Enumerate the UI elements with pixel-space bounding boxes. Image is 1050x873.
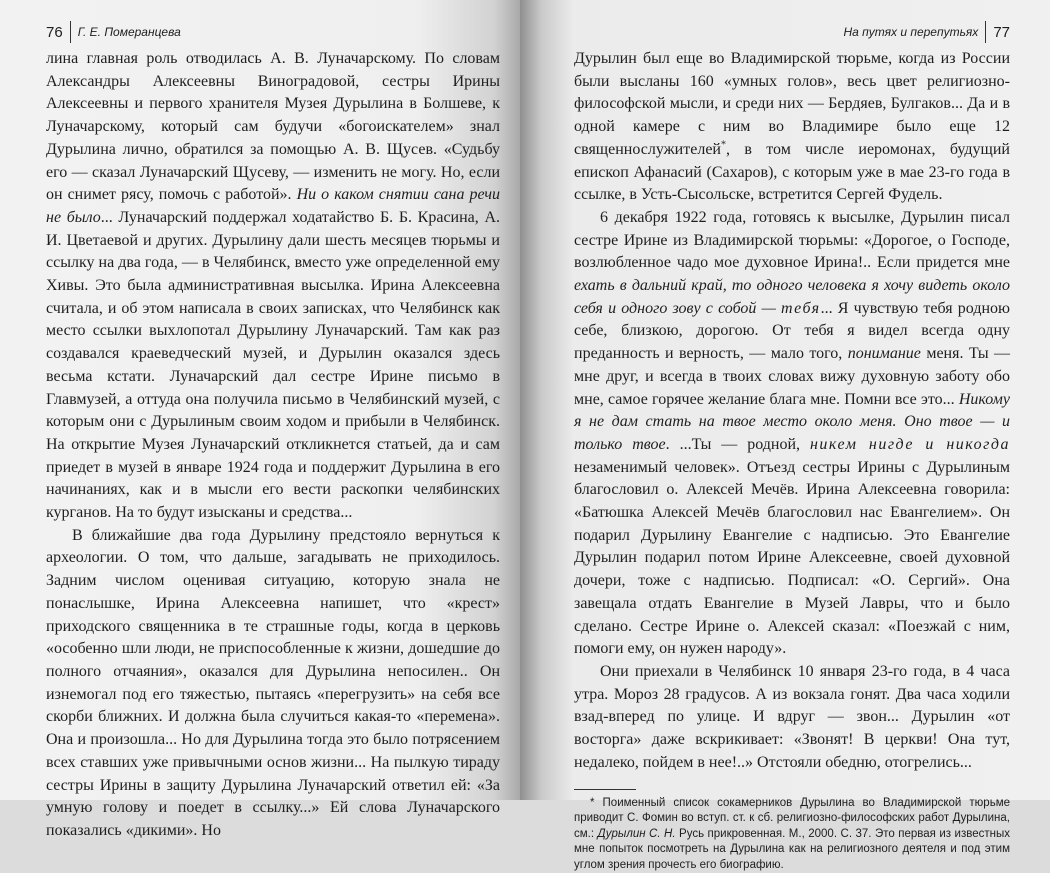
- header-rule: [70, 21, 71, 43]
- text-run: , в том числе иеромонах, будущий епископ Афанасий (Сахаров), с которым уже в мае 23-го года в ссылке, в Усть-Сысольске, встретится Сергей Фудель.: [574, 141, 1010, 203]
- header-rule: [985, 21, 986, 43]
- paragraph: [574, 661, 1010, 775]
- right-page: [520, 0, 1050, 800]
- paragraph: [46, 525, 500, 843]
- text-run: Ни о каком снятии сана речи не было: [46, 186, 500, 226]
- running-head-title: Г. Е. Померанцева: [78, 25, 181, 39]
- page-number: 76: [46, 24, 63, 41]
- text-run: * Поименный список сокамерников Дурылина во Владимирской тюрьме приводит С. Фомин во вступ. ст. к сб. религиозно-философских работ Дурылина, см.:: [574, 797, 1010, 840]
- text-run: ... Я чувствую тебя родною себе, близкою, дорогою. От тебя я видел всегда одну преданность и верность, — мало того,: [574, 300, 1010, 362]
- left-page: [0, 0, 520, 800]
- footnote-separator: [574, 789, 636, 790]
- paragraph: [574, 207, 1010, 661]
- text-run: Они приехали в Челябинск 10 января 23-го года, в 4 часа утра. Мороз 28 градусов. А из вокзала гонят. Два часа ходили взад-вперед по улице. И вдруг — звон... Дурылин «от восторга» даже вскрикивает: «Звонят! В церкви! Она тут, недалеко, пойдем в нее!..» Отстояли обедню, отогрелись...: [574, 663, 1010, 771]
- text-run: ... Луначарский поддержал ходатайство Б. Б. Красина, А. И. Цветаевой и других. Дурылину дали шесть месяцев тюрьмы и ссылку на два года, — в Челябинск, вместо уже определенной ему Хивы. Это была административная высылка. Ирина Алексеевна считала, и об этом написала в своих записках, что Челябинск как место ссылки выхлопотал Дурылину Луначарский. Там как раз создавался краеведческий музей, и Дурылин оказался здесь весьма кстати. Луначарский дал сестре Ирине письмо в Главмузей, а оттуда она получила письмо в Челябинский музей, с которым они с Дурылиным своим ходом и прибыли в Челябинск. На открытие Музея Луначарский откликнется статьей, да и сам приедет в музей в январе 1924 года и поддержит Дурылина в его начинаниях, как и в мысли его вести раскопки челябинских курганов. На то будут изысканы и средства...: [46, 209, 500, 521]
- text-run: Никому я не дам стать на твое место около меня. Оно твое — и только твое: [574, 391, 1010, 453]
- text-run: незаменимый человек». Отъезд сестры Ирины с Дурылиным благословил о. Алексей Мечёв. Ирина Алексеевна говорила: «Батюшка Алексей Мечёв благословил нас Евангелием». Он подарил Дурылину Евангелие с надписью. Это Евангелие Дурылин подарил потом Ирине Алексеевне, своей духовной дочери, тоже с надписью. Подписал: «О. Сергий». Она завещала отдать Евангелие в Музей Лавры, что и было сделано. Сестре Ирине о. Алексей сказал: «Поезжай с ним, помоги ему, он нужен народу».: [574, 459, 1010, 658]
- text-run: В ближайшие два года Дурылину предстояло вернуться к археологии. О том, что дальше, загадывать не приходилось. Задним числом оценивая ситуацию, которую знала не понаслышке, Ирина Алексеевна напишет, что «крест» приходского священника в те страшные годы, когда в церковь «особенно шли люди, не приспособленные к жизни, дошедшие до полного отчаяния», оказался для Дурылина непосилен.. Он изнемогал под его тяжестью, пытаясь «перегрузить» на себя все скорби ближних. И должна была случиться какая-то «перемена». Она и произошла... Но для Дурылина тогда это было потрясением всех ставших уже привычными основ жизни... На пылкую тираду сестры Ирины в защиту Дурылина Луначарский ответил ей: «За умную голову и поедет в ссылку...» Ей слова Луначарского показались «дикими». Но: [46, 527, 500, 839]
- text-run: никем нигде и никогда: [810, 436, 1010, 453]
- paragraph: [46, 48, 500, 525]
- text-run: 6 декабря 1922 года, готовясь к высылке, Дурылин писал сестре Ирине из Владимирской тюрьмы: «Дорогое, о Господе, возлюбленное чадо мое духовное Ирина!.. Если придется мне: [574, 209, 1010, 271]
- text-run: ехать в дальний край, то одного человека я хочу видеть около себя и одного зову с собой —: [574, 277, 1010, 317]
- footnote-marker: *: [721, 139, 726, 150]
- text-run: . ...Ты — родной,: [666, 436, 810, 453]
- page-number: 77: [993, 24, 1010, 41]
- text-run: лина главная роль отводилась А. В. Луначарскому. По словам Александры Алексеевны Виноградовой, сестры Ирины Алексеевны и первого хранителя Музея Дурылина в Болшеве, к Луначарскому, который сам будучи «богоискателем» знал Дурылина лично, обратился за помощью А. В. Щусев. «Судьбу его — сказал Луначарский Щусеву, — изменить не могу. Но, если он снимет рясу, помочь с работой».: [46, 50, 500, 203]
- text-run: тебя: [781, 300, 821, 317]
- running-head-title: На путях и перепутьях: [843, 25, 978, 39]
- right-body-text: [574, 48, 1010, 775]
- running-head-right: [574, 22, 1010, 42]
- left-body-text: [46, 48, 500, 843]
- footnote: [574, 796, 1010, 873]
- running-head-left: [46, 22, 500, 42]
- text-run: меня. Ты — мне друг, и всегда в твоих словах вижу духовную заботу обо мне, самое горячее желание блага мне. Помни все это...: [574, 345, 1010, 407]
- footnote-text: [574, 796, 1010, 873]
- text-run: Дурылин С. Н.: [598, 828, 676, 840]
- paragraph: [574, 48, 1010, 207]
- text-run: Дурылин был еще во Владимирской тюрьме, когда из России были высланы 160 «умных голов», весь цвет религиозно-философской мысли, и среди них — Бердяев, Булгаков... Да и в одной камере с ним во Владимире было еще 12 священнослужителей: [574, 50, 1010, 158]
- text-run: Русь прикровенная. М., 2000. С. 37. Это первая из известных мне попыток посмотреть на Дурылина как на религиозного деятеля и под этим углом зрения прочесть его биографию.: [574, 828, 1010, 871]
- text-run: понимание: [848, 345, 921, 362]
